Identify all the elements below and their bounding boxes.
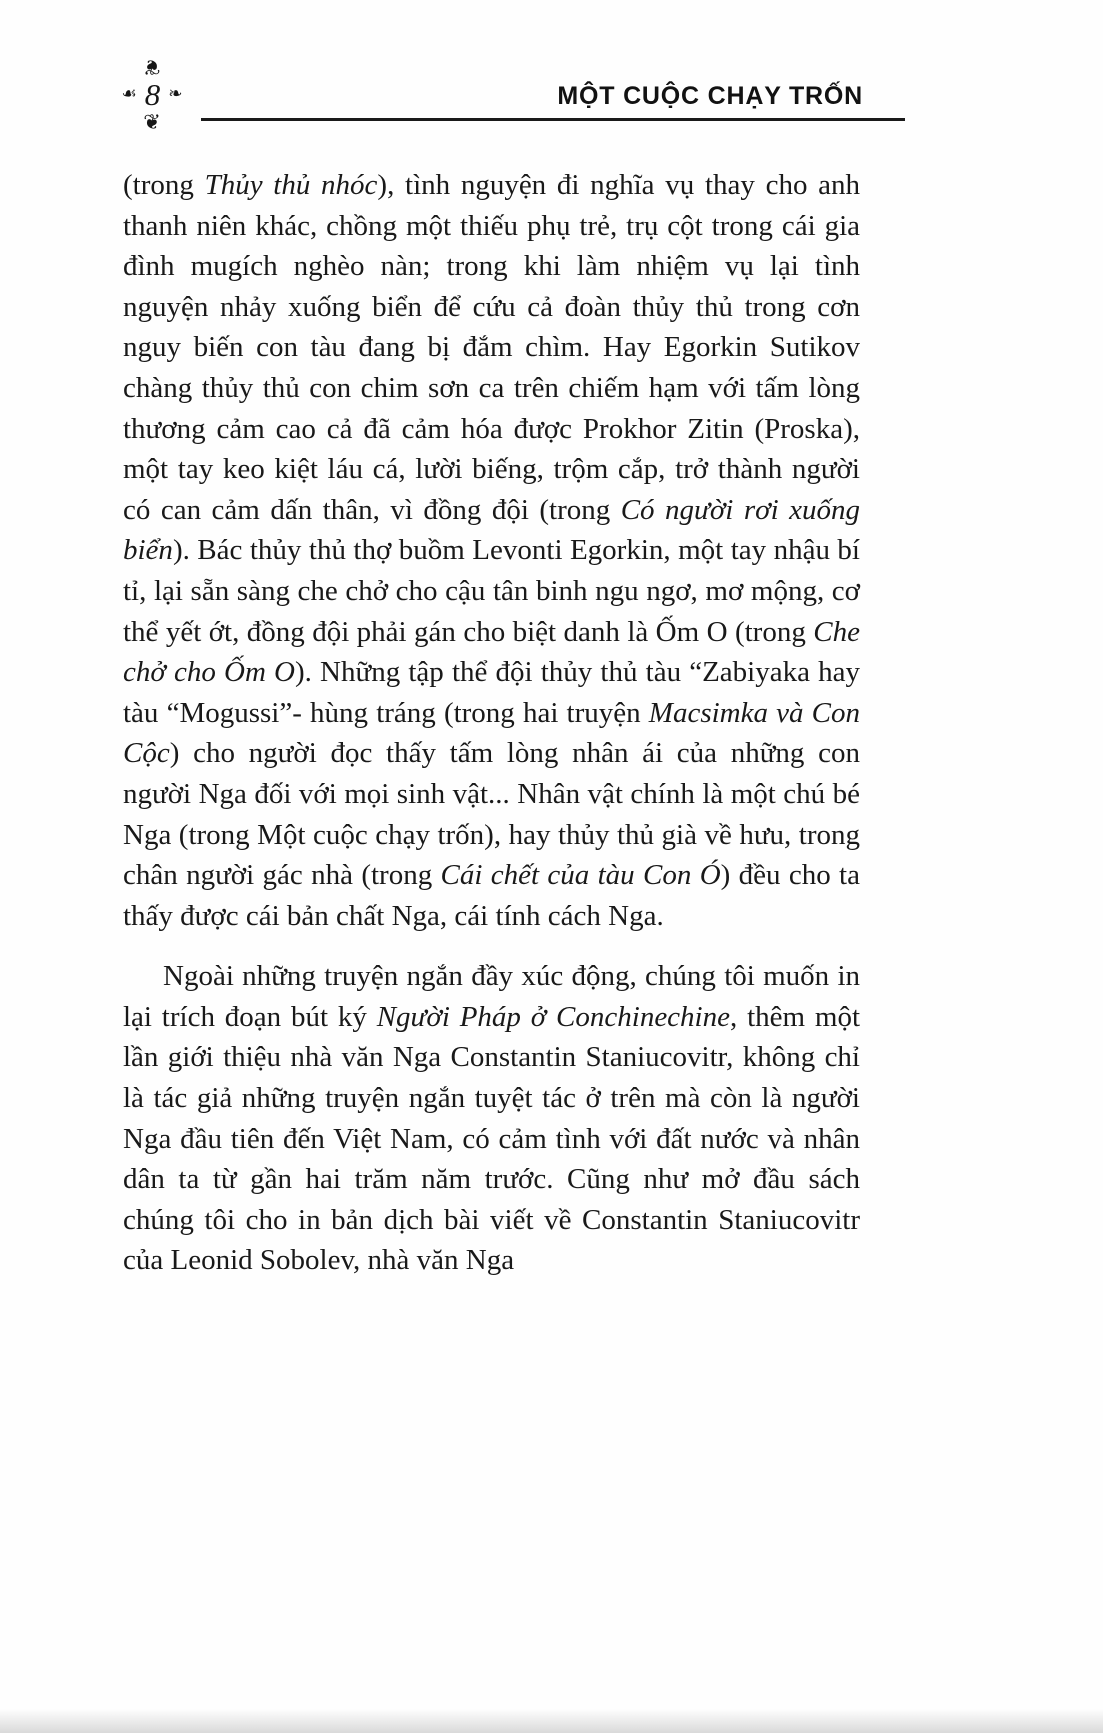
ornament-top-icon: ❦ [143,55,161,79]
ornament-bottom-icon: ❦ [143,110,161,134]
page-number-ornament [103,56,201,133]
running-head [201,82,905,121]
page-body [123,165,860,1281]
running-title: MỘT CUỘC CHẠY TRỐN [557,82,863,110]
paragraph: Ngoài những truyện ngắn đầy xúc động, chúng tôi muốn in lại trích đoạn bút ký Người Pháp ở Conchinechine, thêm một lần giới thiệu nhà văn Nga Constantin Staniucovitr, không chỉ là tác giả những truyện ngắn tuyệt tác ở trên mà còn là người Nga đầu tiên đến Việt Nam, có cảm tình với đất nước và nhân dân ta từ gần hai trăm năm trước. Cũng như mở đầu sách chúng tôi cho in bản dịch bài viết về Constantin Staniucovitr của Leonid Sobolev, nhà văn Nga [123,960,860,1277]
header-rule [201,118,905,121]
paragraph: (trong Thủy thủ nhóc), tình nguyện đi nghĩa vụ thay cho anh thanh niên khác, chồng một thiếu phụ trẻ, trụ cột trong cái gia đình mugích nghèo nàn; trong khi làm nhiệm vụ lại tình nguyện nhảy xuống biển để cứu cả đoàn thủy thủ trong cơn nguy biến con tàu đang bị đắm chìm. Hay Egorkin Sutikov chàng thủy thủ con chim sơn ca trên chiếm hạm với tấm lòng thương cảm cao cả đã cảm hóa được Prokhor Zitin (Proska), một tay keo kiệt láu cá, lười biếng, trộm cắp, trở thành người có can cảm dấn thân, vì đồng đội (trong Có người rơi xuống biển). Bác thủy thủ thợ buồm Levonti Egorkin, một tay nhậu bí tỉ, lại sẵn sàng che chở cho cậu tân binh ngu ngơ, mơ mộng, cơ thể yết ớt, đồng đội phải gán cho biệt danh là Ốm O (trong Che chở cho Ốm O). Những tập thể đội thủy thủ tàu “Zabiyaka hay tàu “Mogussi”- hùng tráng (trong hai truyện Macsimka và Con Cộc) cho người đọc thấy tấm lòng nhân ái của những con người Nga đối với mọi sinh vật... Nhân vật chính là một chú bé Nga (trong Một cuộc chạy trốn), hay thủy thủ già về hưu, trong chân người gác nhà (trong Cái chết của tàu Con Ó) đều cho ta thấy được cái bản chất Nga, cái tính cách Nga. [123,169,861,932]
page-number: 8 [144,77,161,112]
page-header [0,0,1103,133]
ornament-right-icon: ❧ [168,84,183,104]
ornament-middle-row [122,79,183,110]
page-edge-shadow [0,1709,1103,1733]
ornament-left-icon: ☙ [121,84,137,104]
